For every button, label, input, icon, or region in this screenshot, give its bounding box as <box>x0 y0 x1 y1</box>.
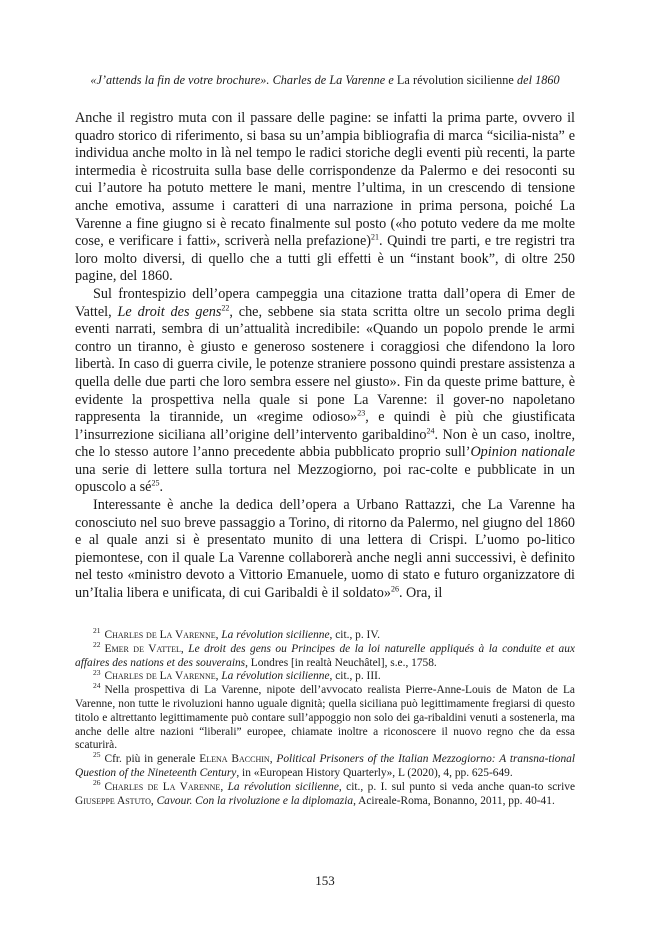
author-name: Charles de La Varenne <box>104 629 216 641</box>
text-run: , cit., p. III. <box>329 670 381 683</box>
work-title: La révolution sicilienne <box>227 780 339 793</box>
text-run: . Non è un caso, inoltre, che lo stesso autore l’anno precedente abbia pubblicato proprio sull’ <box>75 426 575 461</box>
text-run: una serie di lettere sulla tortura nel Mezzogiorno, poi rac-colte e pubblicate in un opuscolo a sé <box>75 461 575 496</box>
work-title: Le droit des gens ou Principes de la loi naturelle appliqués à la conduite et aux affaires des nations et des souverains <box>75 642 575 669</box>
text-run: . <box>159 479 163 496</box>
author-name: Charles de La Varenne <box>104 670 216 683</box>
main-text <box>75 110 575 603</box>
footnote-ref-26[interactable]: 26 <box>390 584 399 594</box>
text-run: Nella prospettiva di La Varenne, nipote dell’avvocato realista Pierre-Anne-Louis de Maton de La Varenne, non tutte le rivoluzioni hanno uguale dignità; quella siciliana può legittimamente fregiarsi di questo titolo e altrettanto legittimamente può contare sull’appoggio non solo dei ga-ribaldini venuti a sostenerla, ma anche delle altre nazioni “liberali” europee, chiamate inoltre a riconoscere il nuovo regno che da essa scaturirà. <box>75 684 575 752</box>
work-title: La révolution sicilienne <box>221 670 330 683</box>
footnote-ref-22[interactable]: 22 <box>221 302 230 312</box>
text-run: Interessante è anche la dedica dell’opera a Urbano Rattazzi, che La Varenne ha conosciuto nel suo breve passaggio a Torino, di ritorno da Palermo, nel giugno del 1860 e al quale anzi si è presentato munito di una lettera di Crispi. L’uomo po-litico piemontese, con il quale La Varenne collaborerà anche negli anni successivi, è definito nel testo «ministro devoto a Vittorio Emanuele, uomo di stato e futuro organizzatore di un’Italia libera e unificata, di cui Garibaldi è il soldato» <box>75 497 575 602</box>
paragraph-3 <box>75 497 575 603</box>
footnote-23 <box>75 667 575 684</box>
author-name: Elena Bacchin <box>199 753 270 766</box>
footnote-ref-25[interactable]: 25 <box>151 478 160 488</box>
text-run: , cit., p. I. sul punto si veda anche quan-to scrive <box>338 780 575 793</box>
footnote-22 <box>75 640 575 671</box>
page-number: 153 <box>315 873 335 888</box>
author-name: Giuseppe Astuto <box>75 794 151 807</box>
footnote-25 <box>75 750 575 781</box>
work-title: Le droit des gens <box>117 303 222 320</box>
footnote-number: 26 <box>93 777 101 787</box>
text-run: , e quindi è più che giustificata l’insurrezione siciliana all’origine dell’intervento garibaldino <box>75 409 575 443</box>
author-name: Charles de La Varenne <box>104 780 221 793</box>
text-run: Sul frontespizio dell’opera campeggia una citazione tratta dall’opera di Emer de Vattel, <box>75 285 575 320</box>
text-run: , Acireale-Roma, Bonanno, 2011, pp. 40-41. <box>353 794 555 807</box>
text-run: , cit., p. IV. <box>329 629 380 641</box>
header-year: del 1860 <box>513 73 560 87</box>
footnote-21 <box>75 626 575 643</box>
footnote-number: 23 <box>93 667 101 677</box>
text-run: , <box>220 780 228 793</box>
header-title-italic: «J’attends la fin de votre brochure». Charles de La Varenne e <box>90 73 397 87</box>
footnote-number: 24 <box>93 681 101 691</box>
text-run: , <box>150 794 157 807</box>
text-run: , <box>180 642 189 655</box>
footnote-ref-24[interactable]: 24 <box>426 425 435 435</box>
footnote-24 <box>75 681 575 753</box>
text-run: , <box>215 670 222 683</box>
footnote-ref-23[interactable]: 23 <box>357 408 366 418</box>
text-run: , <box>269 753 277 766</box>
work-title: Political Prisoners of the Italian Mezzogiorno: A transna-tional Question of the Nineteenth Century <box>75 753 575 779</box>
work-title: La révolution sicilienne <box>221 629 330 641</box>
work-title: Cavour. Con la rivoluzione e la diplomazia <box>156 794 354 807</box>
text-run: Cfr. più in generale <box>104 753 200 766</box>
text-run: , che, sebbene sia stata scritta oltre un secolo prima degli eventi narrati, sembra di un’attualità incredibile: «Quando un popolo prende le armi contro un tiranno, è giusto e generoso sostenere i coraggiosi che difendono la loro libertà. In caso di guerra civile, le potenze straniere possono quindi prestare assistenza a quella delle due parti che loro sembra essere nel giusto». Fin da queste prime batture, è evidente la prospettiva nella quale si pone La Varenne: il gover-no napoletano rappresenta la tirannide, un «regime odioso» <box>75 303 576 426</box>
text-run: , <box>215 629 222 641</box>
running-header <box>75 73 575 88</box>
footnote-number: 21 <box>93 626 101 636</box>
paragraph-1 <box>75 110 575 286</box>
footnotes <box>75 626 575 808</box>
paragraph-2 <box>75 286 575 497</box>
text-run: Anche il registro muta con il passare delle pagine: se infatti la prima parte, ovvero il quadro storico di riferimento, si basa su un’ampia bibliografia di marca “sicilia-nista” e individua anche molto in là nel tempo le radici storiche degli eventi più recenti, la parte intermedia è ricostruita sulla base delle corrispondenze da Palermo e dei resoconti su cui l’autore ha potuto mettere le mani, mentre l’ultima, in un crescendo di tensione anche emotiva, assume i caratteri di una narrazione in prima persona, poiché La Varenne a fine giugno si è recato finalmente sul posto («ho potuto vedere da me molte cose, e verificare i fatti», scriverà nella prefazione) <box>75 110 575 250</box>
footnote-ref-21[interactable]: 21 <box>370 232 379 242</box>
text-run: . Quindi tre parti, e tre registri tra loro molto diversi, di quello che a tutti gli effetti è un “instant book”, di oltre 250 pagine, del 1860. <box>75 233 575 285</box>
author-name: Emer de Vattel <box>104 642 181 655</box>
footnote-26 <box>75 777 575 809</box>
text-run: , in «European History Quarterly», L (2020), 4, pp. 625-649. <box>236 766 513 779</box>
header-book-title: La révolution sicilienne <box>396 73 514 87</box>
text-run: , Londres [in realtà Neuchâtel], s.e., 1758. <box>245 656 437 669</box>
footnote-number: 25 <box>93 750 101 760</box>
text-run: . Ora, il <box>398 585 443 602</box>
footnote-number: 22 <box>93 640 101 649</box>
newspaper-title: Opinion nationale <box>470 444 575 461</box>
